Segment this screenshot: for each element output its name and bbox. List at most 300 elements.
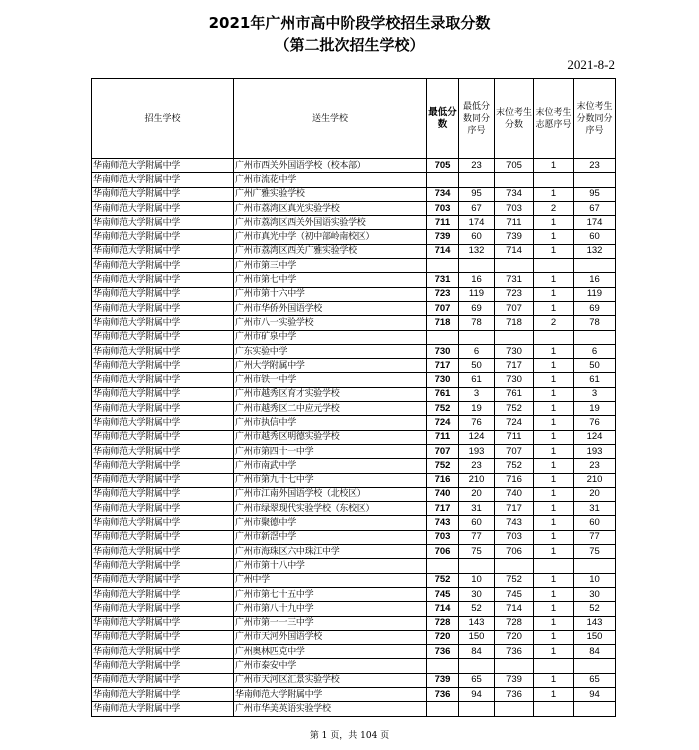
cell-min-score-tie-rank: 16 [459, 273, 495, 287]
cell-min-score-tie-rank: 84 [459, 645, 495, 659]
cell-min-score: 718 [427, 316, 459, 330]
cell-min-score: 724 [427, 416, 459, 430]
cell-sending-school: 广州市第十八中学 [234, 559, 427, 573]
cell-last-choice-rank: 1 [534, 673, 574, 687]
cell-last-tie-rank [574, 330, 616, 344]
cell-min-score: 711 [427, 216, 459, 230]
table-row [92, 545, 616, 559]
cell-last-choice-rank: 1 [534, 516, 574, 530]
cell-last-tie-rank [574, 259, 616, 273]
cell-min-score-tie-rank: 10 [459, 573, 495, 587]
cell-last-tie-rank: 19 [574, 402, 616, 416]
cell-last-choice-rank: 1 [534, 602, 574, 616]
cell-last-score: 706 [495, 545, 534, 559]
cell-last-score [495, 702, 534, 716]
cell-last-choice-rank: 1 [534, 430, 574, 444]
table-row [92, 387, 616, 401]
cell-last-tie-rank: 30 [574, 587, 616, 601]
cell-last-score: 743 [495, 516, 534, 530]
cell-last-tie-rank: 3 [574, 387, 616, 401]
cell-last-choice-rank: 1 [534, 416, 574, 430]
cell-min-score [427, 559, 459, 573]
cell-last-score: 707 [495, 444, 534, 458]
table-row [92, 573, 616, 587]
table-row [92, 616, 616, 630]
cell-last-score: 714 [495, 602, 534, 616]
cell-min-score-tie-rank: 132 [459, 244, 495, 258]
cell-admitting-school: 华南师范大学附属中学 [92, 402, 234, 416]
cell-min-score-tie-rank: 3 [459, 387, 495, 401]
cell-last-tie-rank: 119 [574, 287, 616, 301]
cell-min-score: 707 [427, 301, 459, 315]
cell-sending-school: 广州市聚德中学 [234, 516, 427, 530]
cell-admitting-school: 华南师范大学附属中学 [92, 216, 234, 230]
cell-last-tie-rank: 174 [574, 216, 616, 230]
cell-min-score: 734 [427, 187, 459, 201]
table-row [92, 587, 616, 601]
table-row [92, 402, 616, 416]
cell-admitting-school: 华南师范大学附属中学 [92, 573, 234, 587]
cell-min-score-tie-rank: 23 [459, 459, 495, 473]
cell-min-score: 752 [427, 573, 459, 587]
cell-sending-school: 广州市荔湾区西关广雅实验学校 [234, 244, 427, 258]
cell-last-tie-rank [574, 702, 616, 716]
cell-admitting-school: 华南师范大学附属中学 [92, 416, 234, 430]
cell-last-tie-rank: 150 [574, 630, 616, 644]
cell-sending-school: 广州市第四十一中学 [234, 444, 427, 458]
cell-min-score-tie-rank: 52 [459, 602, 495, 616]
cell-last-tie-rank: 143 [574, 616, 616, 630]
cell-min-score: 730 [427, 373, 459, 387]
cell-last-choice-rank: 1 [534, 287, 574, 301]
cell-last-score [495, 173, 534, 187]
cell-last-tie-rank: 124 [574, 430, 616, 444]
cell-min-score: 714 [427, 244, 459, 258]
table-row [92, 416, 616, 430]
table-row [92, 244, 616, 258]
cell-last-choice-rank: 1 [534, 487, 574, 501]
cell-last-tie-rank: 77 [574, 530, 616, 544]
cell-sending-school: 广州市第一一三中学 [234, 616, 427, 630]
cell-last-choice-rank: 1 [534, 459, 574, 473]
table-row [92, 487, 616, 501]
cell-min-score: 740 [427, 487, 459, 501]
cell-last-tie-rank: 50 [574, 359, 616, 373]
table-row [92, 430, 616, 444]
cell-min-score-tie-rank: 150 [459, 630, 495, 644]
page-subtitle: （第二批次招生学校） [274, 36, 425, 54]
cell-min-score: 723 [427, 287, 459, 301]
cell-sending-school: 华南师范大学附属中学 [234, 687, 427, 701]
table-row [92, 645, 616, 659]
table-row [92, 273, 616, 287]
cell-admitting-school: 华南师范大学附属中学 [92, 473, 234, 487]
cell-admitting-school: 华南师范大学附属中学 [92, 330, 234, 344]
cell-last-score: 711 [495, 216, 534, 230]
cell-sending-school: 广州市华美英语实验学校 [234, 702, 427, 716]
cell-admitting-school: 华南师范大学附属中学 [92, 301, 234, 315]
cell-admitting-school: 华南师范大学附属中学 [92, 287, 234, 301]
cell-last-choice-rank: 1 [534, 545, 574, 559]
table-row [92, 473, 616, 487]
cell-min-score: 728 [427, 616, 459, 630]
cell-last-choice-rank [534, 702, 574, 716]
table-row [92, 502, 616, 516]
cell-sending-school: 广州市越秀区明德实验学校 [234, 430, 427, 444]
column-header-last-choice-rank: 末位考生志愿序号 [534, 79, 574, 159]
cell-last-choice-rank: 1 [534, 616, 574, 630]
cell-last-tie-rank: 23 [574, 159, 616, 173]
cell-admitting-school: 华南师范大学附属中学 [92, 244, 234, 258]
cell-admitting-school: 华南师范大学附属中学 [92, 430, 234, 444]
cell-sending-school: 广州市南武中学 [234, 459, 427, 473]
cell-min-score-tie-rank: 174 [459, 216, 495, 230]
cell-admitting-school: 华南师范大学附属中学 [92, 659, 234, 673]
cell-last-tie-rank: 78 [574, 316, 616, 330]
cell-last-score: 730 [495, 344, 534, 358]
cell-min-score: 752 [427, 402, 459, 416]
cell-admitting-school: 华南师范大学附属中学 [92, 201, 234, 215]
table-row [92, 673, 616, 687]
cell-last-choice-rank: 1 [534, 273, 574, 287]
cell-last-tie-rank: 6 [574, 344, 616, 358]
table-row [92, 602, 616, 616]
cell-last-choice-rank: 1 [534, 402, 574, 416]
column-header-min-score-tie-rank: 最低分数同分序号 [459, 79, 495, 159]
cell-last-choice-rank: 1 [534, 216, 574, 230]
cell-min-score [427, 259, 459, 273]
cell-last-score: 739 [495, 230, 534, 244]
cell-admitting-school: 华南师范大学附属中学 [92, 487, 234, 501]
column-header-last-tie-rank: 末位考生分数同分序号 [574, 79, 616, 159]
cell-sending-school: 广州市泰安中学 [234, 659, 427, 673]
cell-last-tie-rank [574, 559, 616, 573]
cell-last-score: 716 [495, 473, 534, 487]
cell-min-score-tie-rank [459, 259, 495, 273]
cell-sending-school: 广州市执信中学 [234, 416, 427, 430]
cell-last-choice-rank [534, 559, 574, 573]
cell-sending-school: 广州市铁一中学 [234, 373, 427, 387]
cell-last-tie-rank: 132 [574, 244, 616, 258]
cell-min-score: 703 [427, 201, 459, 215]
cell-min-score-tie-rank: 19 [459, 402, 495, 416]
cell-last-score [495, 259, 534, 273]
cell-last-tie-rank: 20 [574, 487, 616, 501]
cell-sending-school: 广州市第十六中学 [234, 287, 427, 301]
cell-admitting-school: 华南师范大学附属中学 [92, 444, 234, 458]
cell-min-score-tie-rank: 193 [459, 444, 495, 458]
table-row [92, 173, 616, 187]
cell-last-score: 728 [495, 616, 534, 630]
cell-last-tie-rank: 67 [574, 201, 616, 215]
cell-sending-school: 广州市绿翠现代实验学校（东校区） [234, 502, 427, 516]
cell-last-score: 740 [495, 487, 534, 501]
cell-min-score-tie-rank: 78 [459, 316, 495, 330]
cell-min-score-tie-rank: 75 [459, 545, 495, 559]
cell-admitting-school: 华南师范大学附属中学 [92, 616, 234, 630]
cell-last-choice-rank: 2 [534, 316, 574, 330]
cell-last-choice-rank: 1 [534, 387, 574, 401]
cell-admitting-school: 华南师范大学附属中学 [92, 630, 234, 644]
cell-last-tie-rank: 16 [574, 273, 616, 287]
cell-last-choice-rank: 1 [534, 530, 574, 544]
cell-min-score-tie-rank: 94 [459, 687, 495, 701]
cell-min-score-tie-rank: 23 [459, 159, 495, 173]
cell-min-score: 711 [427, 430, 459, 444]
column-header-last-score: 末位考生分数 [495, 79, 534, 159]
table-row [92, 659, 616, 673]
cell-sending-school: 广州市八一实验学校 [234, 316, 427, 330]
cell-sending-school: 广州奥林匹克中学 [234, 645, 427, 659]
cell-last-tie-rank [574, 173, 616, 187]
cell-min-score-tie-rank: 124 [459, 430, 495, 444]
cell-last-tie-rank [574, 659, 616, 673]
table-row [92, 230, 616, 244]
cell-min-score-tie-rank: 50 [459, 359, 495, 373]
column-header-sending-school: 送生学校 [234, 79, 427, 159]
cell-admitting-school: 华南师范大学附属中学 [92, 187, 234, 201]
cell-min-score: 707 [427, 444, 459, 458]
cell-last-score: 731 [495, 273, 534, 287]
cell-sending-school: 广州市华侨外国语学校 [234, 301, 427, 315]
cell-last-score: 720 [495, 630, 534, 644]
cell-last-tie-rank: 60 [574, 230, 616, 244]
table-row [92, 287, 616, 301]
cell-last-choice-rank: 1 [534, 373, 574, 387]
cell-admitting-school: 华南师范大学附属中学 [92, 344, 234, 358]
table-body [92, 159, 616, 717]
cell-last-tie-rank: 76 [574, 416, 616, 430]
cell-min-score-tie-rank: 95 [459, 187, 495, 201]
cell-min-score [427, 702, 459, 716]
cell-sending-school: 广州市西关外国语学校（校本部） [234, 159, 427, 173]
table-row [92, 459, 616, 473]
cell-min-score-tie-rank: 67 [459, 201, 495, 215]
cell-min-score-tie-rank: 61 [459, 373, 495, 387]
cell-last-score: 752 [495, 573, 534, 587]
cell-last-score [495, 330, 534, 344]
cell-min-score: 717 [427, 502, 459, 516]
cell-last-score: 707 [495, 301, 534, 315]
cell-admitting-school: 华南师范大学附属中学 [92, 459, 234, 473]
cell-last-score [495, 659, 534, 673]
cell-last-score: 714 [495, 244, 534, 258]
cell-admitting-school: 华南师范大学附属中学 [92, 387, 234, 401]
cell-last-score: 761 [495, 387, 534, 401]
cell-sending-school: 广州市天河区汇景实验学校 [234, 673, 427, 687]
table-row [92, 316, 616, 330]
cell-min-score-tie-rank [459, 330, 495, 344]
cell-last-tie-rank: 193 [574, 444, 616, 458]
cell-min-score-tie-rank: 210 [459, 473, 495, 487]
cell-sending-school: 广州市荔湾区真光实验学校 [234, 201, 427, 215]
cell-last-tie-rank: 61 [574, 373, 616, 387]
cell-last-score: 717 [495, 359, 534, 373]
cell-min-score: 706 [427, 545, 459, 559]
cell-min-score: 703 [427, 530, 459, 544]
cell-last-score: 717 [495, 502, 534, 516]
cell-last-score: 723 [495, 287, 534, 301]
cell-last-score: 724 [495, 416, 534, 430]
cell-min-score: 705 [427, 159, 459, 173]
cell-sending-school: 广州市第八十九中学 [234, 602, 427, 616]
cell-min-score-tie-rank [459, 173, 495, 187]
cell-last-tie-rank: 210 [574, 473, 616, 487]
cell-admitting-school: 华南师范大学附属中学 [92, 359, 234, 373]
cell-min-score-tie-rank: 119 [459, 287, 495, 301]
cell-sending-school: 广东实验中学 [234, 344, 427, 358]
cell-admitting-school: 华南师范大学附属中学 [92, 373, 234, 387]
table-row [92, 344, 616, 358]
cell-last-choice-rank: 1 [534, 587, 574, 601]
cell-min-score: 720 [427, 630, 459, 644]
cell-sending-school: 广州市流花中学 [234, 173, 427, 187]
cell-sending-school: 广州市新滘中学 [234, 530, 427, 544]
cell-last-score: 734 [495, 187, 534, 201]
cell-sending-school: 广州市矿泉中学 [234, 330, 427, 344]
cell-sending-school: 广州市海珠区六中珠江中学 [234, 545, 427, 559]
cell-sending-school: 广州市荔湾区西关外国语实验学校 [234, 216, 427, 230]
cell-last-score: 752 [495, 402, 534, 416]
cell-last-score: 705 [495, 159, 534, 173]
cell-last-choice-rank [534, 173, 574, 187]
table-row [92, 201, 616, 215]
cell-min-score-tie-rank: 65 [459, 673, 495, 687]
table-row [92, 259, 616, 273]
cell-last-choice-rank: 1 [534, 444, 574, 458]
cell-admitting-school: 华南师范大学附属中学 [92, 173, 234, 187]
cell-min-score: 752 [427, 459, 459, 473]
cell-sending-school: 广州市越秀区二中应元学校 [234, 402, 427, 416]
cell-min-score-tie-rank: 77 [459, 530, 495, 544]
cell-admitting-school: 华南师范大学附属中学 [92, 602, 234, 616]
cell-min-score-tie-rank [459, 702, 495, 716]
cell-sending-school: 广州市第七中学 [234, 273, 427, 287]
cell-admitting-school: 华南师范大学附属中学 [92, 587, 234, 601]
cell-min-score: 731 [427, 273, 459, 287]
cell-last-choice-rank: 1 [534, 630, 574, 644]
cell-last-score: 703 [495, 530, 534, 544]
cell-min-score: 761 [427, 387, 459, 401]
table-row [92, 359, 616, 373]
cell-min-score-tie-rank: 6 [459, 344, 495, 358]
cell-min-score-tie-rank: 69 [459, 301, 495, 315]
cell-last-choice-rank: 1 [534, 159, 574, 173]
cell-admitting-school: 华南师范大学附属中学 [92, 545, 234, 559]
cell-admitting-school: 华南师范大学附属中学 [92, 530, 234, 544]
cell-sending-school: 广州市江南外国语学校（北校区） [234, 487, 427, 501]
cell-sending-school: 广州中学 [234, 573, 427, 587]
cell-min-score: 730 [427, 344, 459, 358]
cell-last-choice-rank: 1 [534, 301, 574, 315]
cell-last-score: 718 [495, 316, 534, 330]
cell-last-choice-rank: 1 [534, 687, 574, 701]
column-header-admitting-school: 招生学校 [92, 79, 234, 159]
cell-last-score: 730 [495, 373, 534, 387]
cell-min-score: 736 [427, 645, 459, 659]
cell-last-score: 739 [495, 673, 534, 687]
cell-last-score: 703 [495, 201, 534, 215]
cell-admitting-school: 华南师范大学附属中学 [92, 273, 234, 287]
table-header-row [92, 79, 616, 159]
table-row [92, 516, 616, 530]
report-date: 2021-8-2 [567, 57, 615, 72]
cell-last-choice-rank: 1 [534, 645, 574, 659]
cell-admitting-school: 华南师范大学附属中学 [92, 559, 234, 573]
cell-admitting-school: 华南师范大学附属中学 [92, 516, 234, 530]
cell-min-score [427, 659, 459, 673]
cell-last-score: 745 [495, 587, 534, 601]
cell-admitting-school: 华南师范大学附属中学 [92, 159, 234, 173]
cell-admitting-school: 华南师范大学附属中学 [92, 316, 234, 330]
cell-admitting-school: 华南师范大学附属中学 [92, 702, 234, 716]
cell-last-tie-rank: 69 [574, 301, 616, 315]
cell-min-score: 714 [427, 602, 459, 616]
cell-min-score: 739 [427, 230, 459, 244]
cell-min-score-tie-rank: 31 [459, 502, 495, 516]
column-header-min-score: 最低分数 [427, 79, 459, 159]
cell-admitting-school: 华南师范大学附属中学 [92, 502, 234, 516]
cell-last-tie-rank: 75 [574, 545, 616, 559]
page-footer: 第 1 页，共 104 页 [309, 731, 390, 741]
cell-min-score-tie-rank: 143 [459, 616, 495, 630]
table-row [92, 330, 616, 344]
cell-last-tie-rank: 60 [574, 516, 616, 530]
table-row [92, 559, 616, 573]
table-row [92, 630, 616, 644]
cell-last-choice-rank: 1 [534, 344, 574, 358]
cell-min-score: 745 [427, 587, 459, 601]
cell-last-choice-rank: 1 [534, 187, 574, 201]
cell-sending-school: 广州广雅实验学校 [234, 187, 427, 201]
table-row [92, 373, 616, 387]
cell-min-score-tie-rank [459, 559, 495, 573]
table-row [92, 301, 616, 315]
cell-min-score [427, 173, 459, 187]
cell-admitting-school: 华南师范大学附属中学 [92, 230, 234, 244]
cell-min-score-tie-rank: 60 [459, 516, 495, 530]
cell-last-tie-rank: 95 [574, 187, 616, 201]
cell-last-choice-rank [534, 659, 574, 673]
page-title: 2021年广州市高中阶段学校招生录取分数 [208, 14, 491, 32]
cell-last-tie-rank: 84 [574, 645, 616, 659]
cell-min-score-tie-rank: 30 [459, 587, 495, 601]
cell-last-tie-rank: 94 [574, 687, 616, 701]
cell-sending-school: 广州市第九十七中学 [234, 473, 427, 487]
cell-sending-school: 广州市真光中学（初中部岭南校区） [234, 230, 427, 244]
table-row [92, 444, 616, 458]
cell-sending-school: 广州市第三中学 [234, 259, 427, 273]
cell-min-score-tie-rank: 20 [459, 487, 495, 501]
cell-last-score: 711 [495, 430, 534, 444]
cell-last-choice-rank [534, 330, 574, 344]
cell-admitting-school: 华南师范大学附属中学 [92, 673, 234, 687]
table-row [92, 159, 616, 173]
cell-min-score-tie-rank: 76 [459, 416, 495, 430]
cell-sending-school: 广州市越秀区育才实验学校 [234, 387, 427, 401]
cell-last-tie-rank: 23 [574, 459, 616, 473]
table-row [92, 530, 616, 544]
cell-sending-school: 广州市天河外国语学校 [234, 630, 427, 644]
cell-min-score-tie-rank: 60 [459, 230, 495, 244]
table-row [92, 216, 616, 230]
cell-min-score: 743 [427, 516, 459, 530]
cell-last-tie-rank: 52 [574, 602, 616, 616]
cell-last-choice-rank: 1 [534, 230, 574, 244]
cell-last-choice-rank: 1 [534, 244, 574, 258]
cell-min-score [427, 330, 459, 344]
cell-last-score: 752 [495, 459, 534, 473]
